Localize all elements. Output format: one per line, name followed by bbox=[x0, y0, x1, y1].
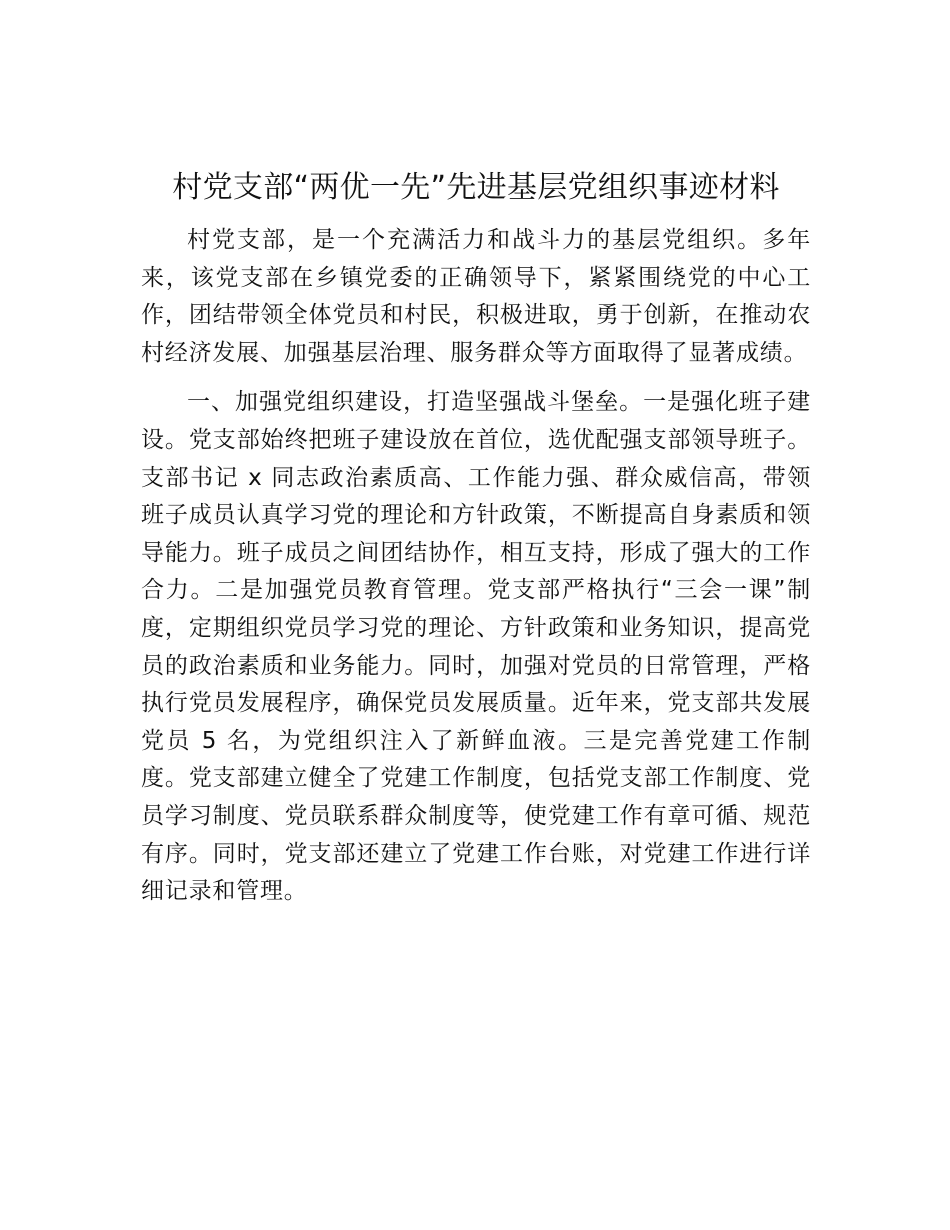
paragraph-section-one: 一、加强党组织建设，打造坚强战斗堡垒。一是强化班子建设。党支部始终把班子建设放在首位，选优配强支部领导班子。支部书记 x 同志政治素质高、工作能力强、群众威信高，带领班子成员认真学习党的理论和方针政策，不断提高自身素质和领导能力。班子成员之间团结协作，相互支持，形成了强大的工作合力。二是加强党员教育管理。党支部严格执行“三会一课”制度，定期组织党员学习党的理论、方针政策和业务知识，提高党员的政治素质和业务能力。同时，加强对党员的日常管理，严格执行党员发展程序，确保党员发展质量。近年来，党支部共发展党员 5 名，为党组织注入了新鲜血液。三是完善党建工作制度。党支部建立健全了党建工作制度，包括党支部工作制度、党员学习制度、党员联系群众制度等，使党建工作有章可循、规范有序。同时，党支部还建立了党建工作台账，对党建工作进行详细记录和管理。 bbox=[141, 389, 811, 905]
document-page bbox=[141, 162, 811, 911]
paragraph-intro: 村党支部，是一个充满活力和战斗力的基层党组织。多年来，该党支部在乡镇党委的正确领导下，紧紧围绕党的中心工作，团结带领全体党员和村民，积极进取，勇于创新，在推动农村经济发展、加强基层治理、服务群众等方面取得了显著成绩。 bbox=[141, 227, 811, 366]
document-title: 村党支部“两优一先”先进基层党组织事迹材料 bbox=[172, 170, 780, 205]
